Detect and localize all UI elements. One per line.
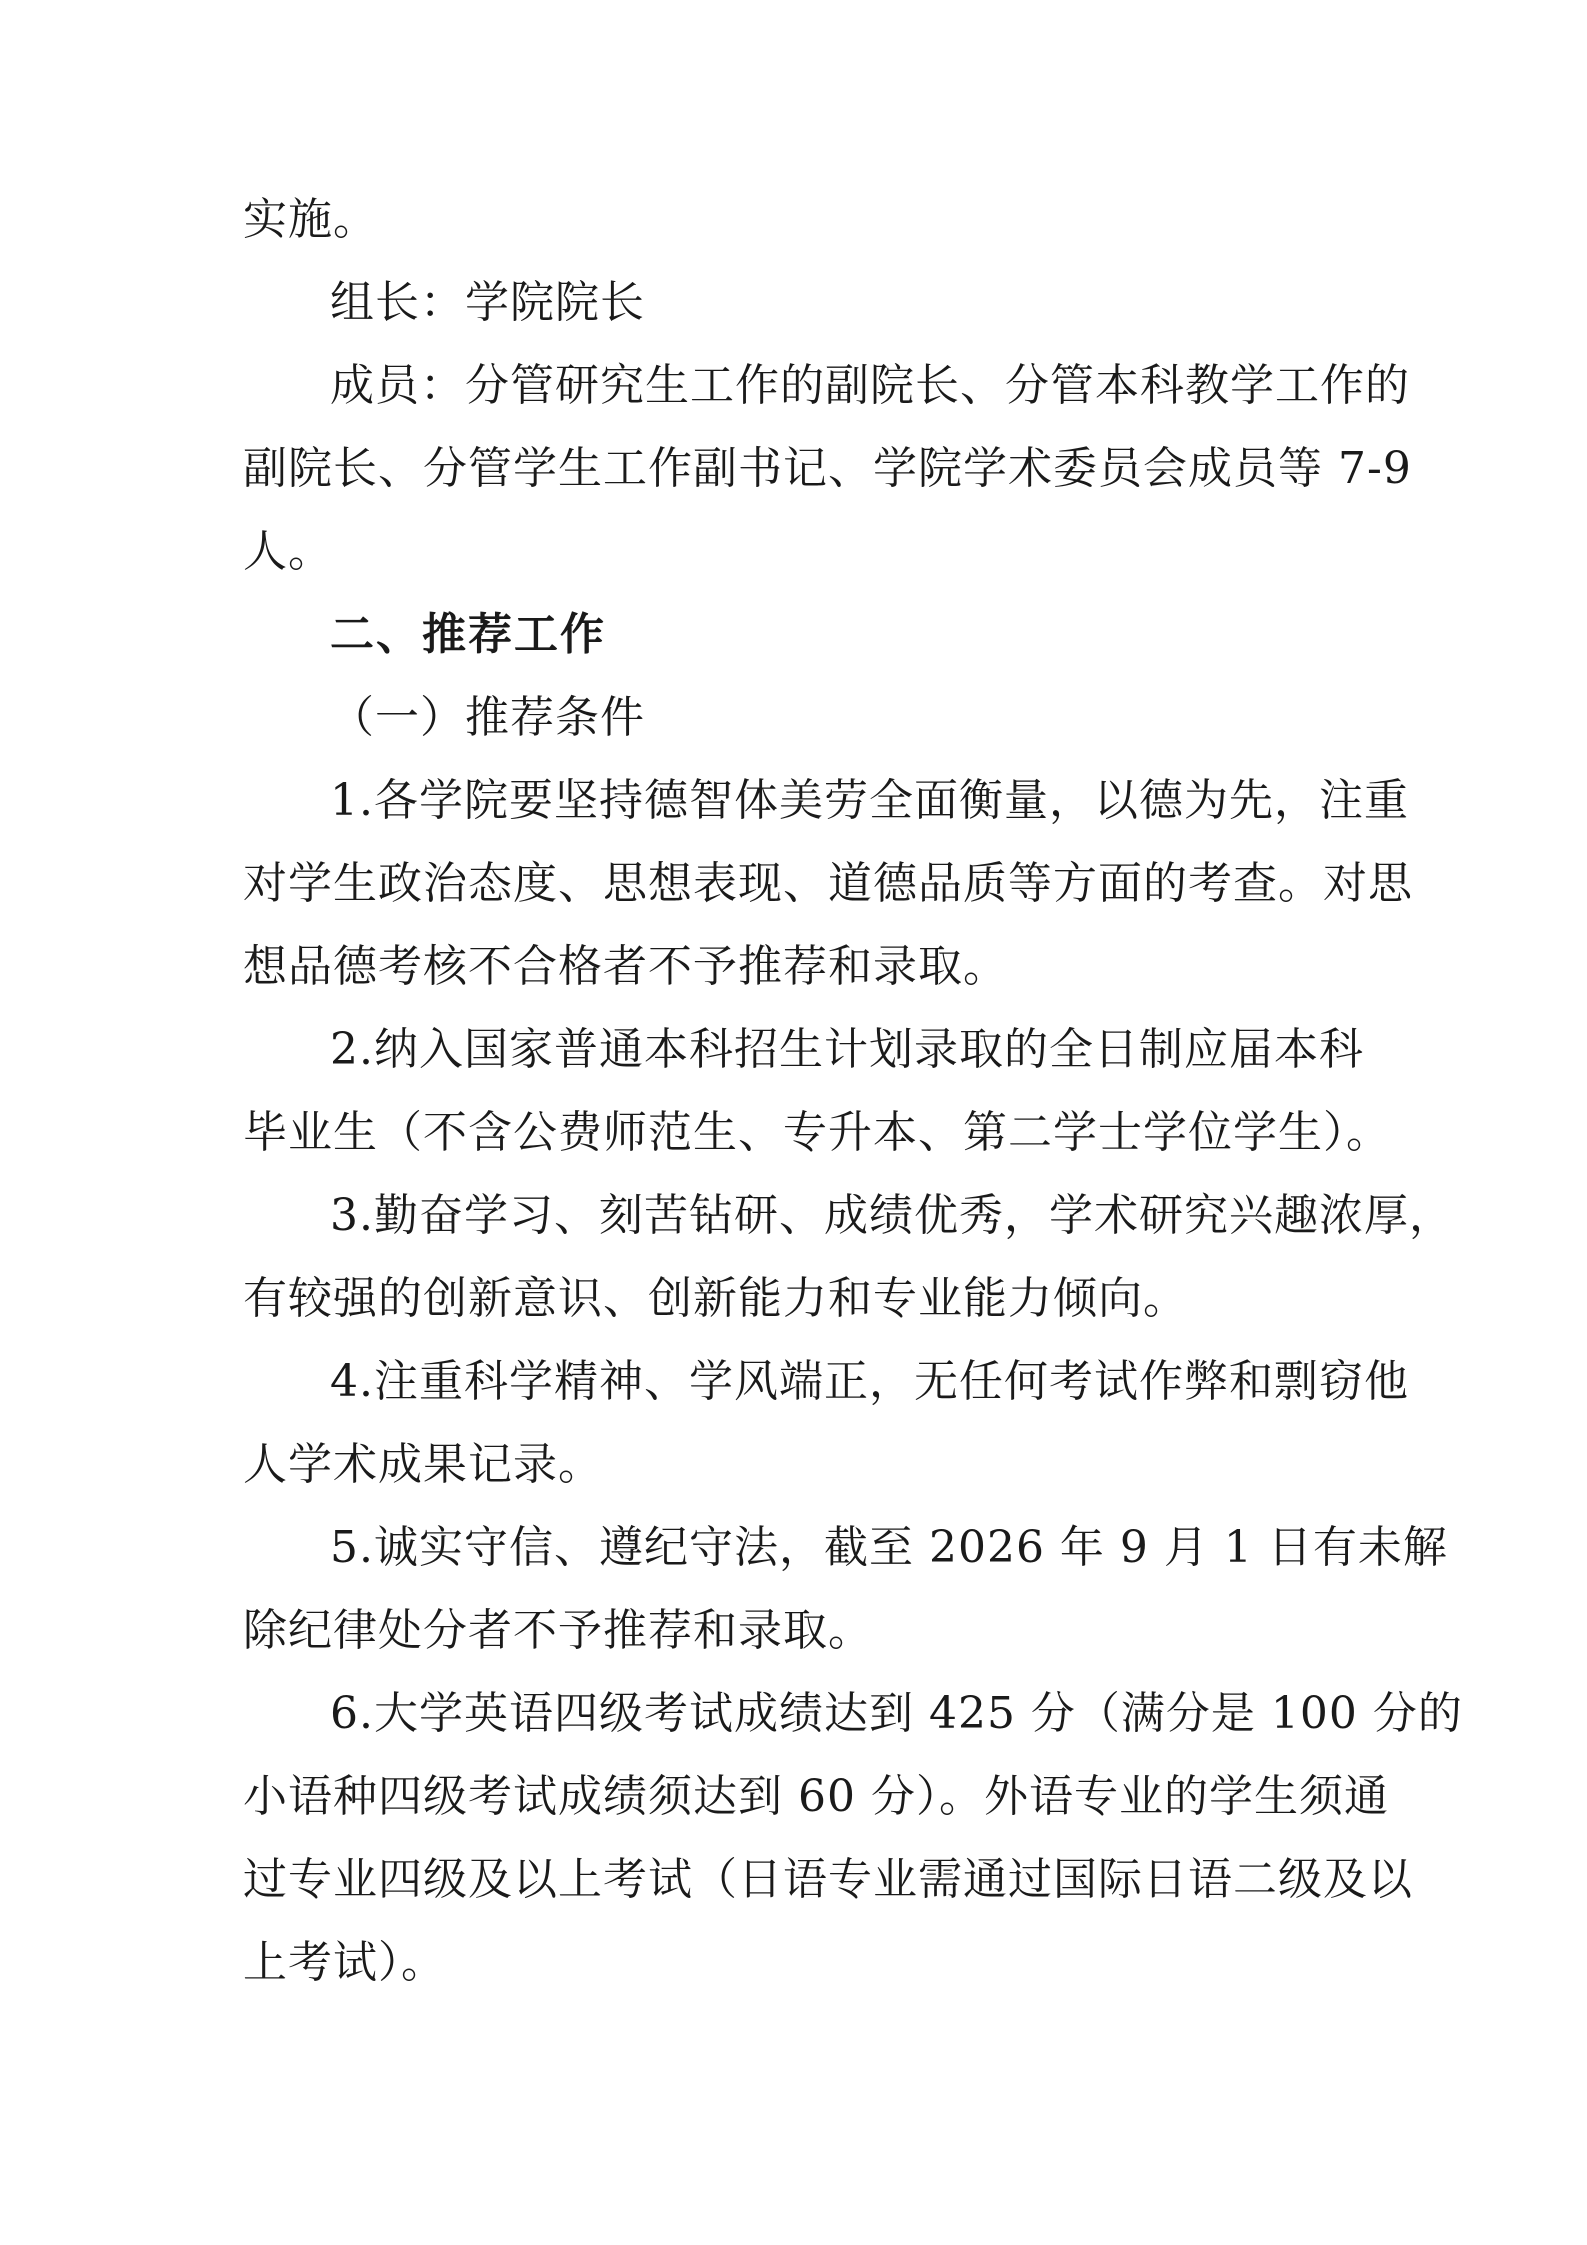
item-5-line-1: 5.诚实守信、遵纪守法，截至 2026 年 9 月 1 日有未解 xyxy=(330,1522,1448,1573)
item-1-line-2: 对学生政治态度、思想表现、道德品质等方面的考查。对思 xyxy=(243,858,1413,909)
item-6-line-4: 上考试）。 xyxy=(243,1937,446,1988)
item-3-line-2: 有较强的创新意识、创新能力和专业能力倾向。 xyxy=(243,1273,1188,1324)
item-6-line-2: 小语种四级考试成绩须达到 60 分）。外语专业的学生须通 xyxy=(243,1771,1389,1822)
item-3-line-1: 3.勤奋学习、刻苦钻研、成绩优秀，学术研究兴趣浓厚， xyxy=(330,1190,1454,1241)
item-6-line-3: 过专业四级及以上考试（日语专业需通过国际日语二级及以 xyxy=(243,1854,1413,1905)
item-4-line-1: 4.注重科学精神、学风端正，无任何考试作弊和剽窃他 xyxy=(330,1356,1409,1407)
members-line-2: 副院长、分管学生工作副书记、学院学术委员会成员等 7-9 xyxy=(243,443,1412,494)
item-5-line-2: 除纪律处分者不予推荐和录取。 xyxy=(243,1605,873,1656)
item-2-line-2: 毕业生（不含公费师范生、专升本、第二学士学位学生）。 xyxy=(243,1107,1391,1158)
text-line-continuation: 实施。 xyxy=(243,194,378,245)
item-2-line-1: 2.纳入国家普通本科招生计划录取的全日制应届本科 xyxy=(330,1024,1364,1075)
item-6-line-1: 6.大学英语四级考试成绩达到 425 分（满分是 100 分的 xyxy=(330,1688,1463,1739)
members-line-3: 人。 xyxy=(243,526,333,577)
item-1-line-3: 想品德考核不合格者不予推荐和录取。 xyxy=(243,941,1008,992)
item-1-line-1: 1.各学院要坚持德智体美劳全面衡量，以德为先，注重 xyxy=(330,775,1409,826)
item-4-line-2: 人学术成果记录。 xyxy=(243,1439,603,1490)
subsection-heading-conditions: （一）推荐条件 xyxy=(330,692,645,743)
section-heading-recommendation-work: 二、推荐工作 xyxy=(330,609,606,660)
group-leader-line: 组长：学院院长 xyxy=(330,277,645,328)
members-line-1: 成员：分管研究生工作的副院长、分管本科教学工作的 xyxy=(330,360,1410,411)
